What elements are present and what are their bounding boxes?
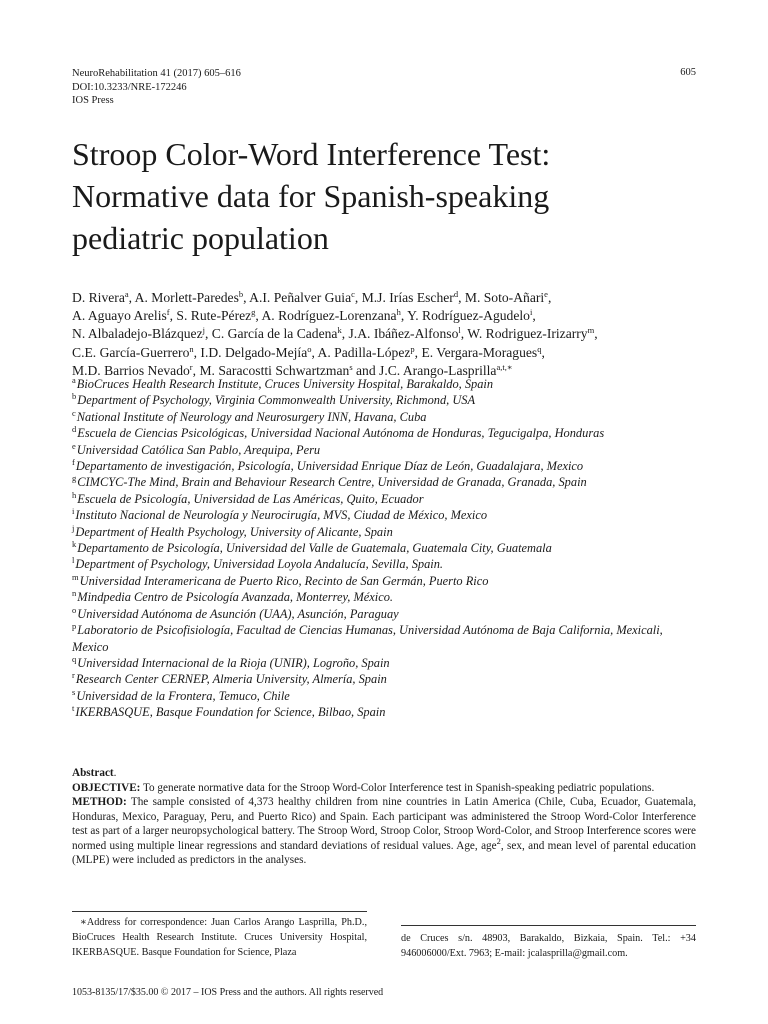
affiliation-text: Escuela de Ciencias Psicológicas, Universidad Nacional Autónoma de Honduras, Tegucigalpa, Honduras bbox=[77, 426, 605, 441]
title-line: Stroop Color-Word Interference Test: bbox=[72, 136, 551, 172]
affiliation-mark: t bbox=[72, 703, 75, 714]
author-affiliation-mark: p bbox=[410, 343, 415, 354]
affiliation-item bbox=[72, 376, 702, 392]
footnote-rule-right bbox=[401, 925, 696, 926]
affiliation-mark: o bbox=[72, 604, 77, 615]
author-affiliation-mark: b bbox=[238, 289, 244, 299]
affiliation-item bbox=[72, 688, 702, 704]
abstract-method bbox=[72, 795, 696, 868]
affiliation-mark: f bbox=[72, 457, 75, 468]
author-line bbox=[72, 289, 702, 307]
abstract-heading: Abstract. bbox=[72, 767, 117, 779]
author-affiliation-mark: q bbox=[537, 343, 542, 354]
affiliation-mark: r bbox=[72, 670, 75, 681]
author-name: , bbox=[547, 290, 552, 305]
affiliation-text: IKERBASQUE, Basque Foundation for Science, Bilbao, Spain bbox=[75, 705, 386, 720]
affiliation-item bbox=[72, 655, 702, 671]
author-name: , E. Vergara-Moragues bbox=[414, 344, 538, 360]
author-affiliation-mark: s bbox=[349, 361, 353, 372]
affiliation-text: Universidad Internacional de la Rioja (UNIR), Logroño, Spain bbox=[77, 655, 390, 670]
affiliation-text: Mindpedia Centro de Psicología Avanzada, Monterrey, México. bbox=[77, 590, 394, 605]
author-affiliation-mark: a,t,∗ bbox=[496, 361, 513, 372]
author-name: , A. Rodríguez-Lorenzana bbox=[255, 308, 397, 324]
affiliation-mark: g bbox=[72, 473, 77, 484]
affiliation-text: Universidad de la Frontera, Temuco, Chile bbox=[76, 688, 290, 703]
author-name: M.D. Barrios Nevado bbox=[72, 362, 190, 378]
affiliation-text: Universidad Autónoma de Asunción (UAA), Asunción, Paraguay bbox=[77, 606, 399, 621]
affiliation-item bbox=[72, 425, 702, 441]
affiliation-mark: e bbox=[72, 440, 76, 451]
affiliation-text: Escuela de Psicología, Universidad de Las Américas, Quito, Ecuador bbox=[77, 491, 424, 506]
affiliation-item bbox=[72, 442, 702, 458]
author-line bbox=[72, 325, 702, 343]
objective-text: To generate normative data for the Stroop Word-Color Interference test in Spanish-speaking pediatric populations. bbox=[140, 781, 655, 794]
affiliation-item bbox=[72, 392, 702, 408]
footnote-rule bbox=[72, 911, 367, 912]
author-name: , bbox=[541, 344, 545, 360]
author-line bbox=[72, 344, 702, 362]
affiliation-mark: k bbox=[72, 539, 77, 550]
author-name: , C. García de la Cadena bbox=[204, 326, 338, 342]
title-line: Normative data for Spanish-speaking bbox=[72, 178, 550, 214]
author-affiliation-mark: j bbox=[202, 325, 205, 336]
affiliation-item bbox=[72, 540, 702, 556]
author-name: , A. Morlett-Paredes bbox=[128, 290, 239, 305]
journal-header bbox=[72, 67, 241, 108]
affiliation-text: Universidad Interamericana de Puerto Rico, Recinto de San Germán, Puerto Rico bbox=[79, 573, 489, 588]
author-name: A. Aguayo Arelis bbox=[72, 308, 167, 324]
affiliation-item bbox=[72, 524, 702, 540]
journal-citation: NeuroRehabilitation 41 (2017) 605–616 bbox=[72, 68, 241, 79]
title-line: pediatric population bbox=[72, 220, 329, 256]
method-text-cont: , sex, and mean level of parental education (MLPE) were included as predictors in the analyses. bbox=[72, 839, 697, 866]
method-text: The sample consisted of 4,373 healthy children from nine countries in Latin America (Chile, Cuba, Ecuador, Guatemala, Honduras, Mexico, Paraguay, Peru, and Puerto Rico) and Spain. Each participant was administered the Stroop Word-Color Interference test as part of a larger neuropsychological battery. The Stroop Word, Stroop Color, Stroop Word-Color, and Stroop Interference scores were normed using multiple linear regressions and standard deviations of residual values. Age, age bbox=[72, 796, 696, 852]
correspondence-footnote: ∗Address for correspondence: Juan Carlos Arango Lasprilla, Ph.D., BioCruces Health Research Institute. Cruces University Hospital, IKERBASQUE. Basque Foundation for Science, Plaza bbox=[72, 917, 367, 958]
author-affiliation-mark: m bbox=[587, 325, 595, 336]
method-superscript: 2 bbox=[496, 835, 501, 846]
affiliation-mark: d bbox=[72, 424, 77, 435]
affiliation-mark: p bbox=[72, 621, 77, 632]
journal-doi: DOI:10.3233/NRE-172246 bbox=[72, 81, 187, 93]
affiliation-text: National Institute of Neurology and Neurosurgery INN, Havana, Cuba bbox=[76, 409, 427, 424]
author-name: C.E. García-Guerrero bbox=[72, 344, 190, 360]
objective-label: OBJECTIVE: bbox=[72, 781, 141, 794]
affiliation-text: Departamento de Psicología, Universidad del Valle de Guatemala, Guatemala City, Guatemala bbox=[77, 541, 552, 556]
affiliation-mark: n bbox=[72, 588, 77, 599]
author-affiliation-mark: l bbox=[458, 325, 461, 336]
author-affiliation-mark: r bbox=[189, 361, 193, 372]
author-name: , A. Padilla-López bbox=[311, 344, 411, 360]
author-affiliation-mark: o bbox=[307, 343, 312, 354]
author-name: , S. Rute-Pérez bbox=[169, 308, 252, 324]
author-list bbox=[72, 289, 702, 380]
affiliation-mark: c bbox=[72, 407, 76, 418]
author-name: , W. Rodriguez-Irizarry bbox=[460, 326, 588, 342]
page-number: 605 bbox=[680, 67, 696, 78]
abstract-objective bbox=[72, 781, 696, 796]
abstract bbox=[72, 766, 696, 868]
author-affiliation-mark: a bbox=[124, 289, 129, 299]
affiliation-text: Department of Psychology, Virginia Commonwealth University, Richmond, USA bbox=[77, 393, 476, 408]
method-label: METHOD: bbox=[72, 796, 127, 808]
affiliation-text: Department of Psychology, Universidad Loyola Andalucía, Sevilla, Spain. bbox=[75, 557, 444, 572]
author-name: N. Albaladejo-Blázquez bbox=[72, 326, 203, 342]
author-name: , A.I. Peñalver Guia bbox=[243, 290, 352, 305]
affiliation-item bbox=[72, 409, 702, 425]
affiliation-item bbox=[72, 606, 702, 622]
article-title bbox=[72, 133, 702, 259]
affiliation-text: Instituto Nacional de Neurología y Neurocirugía, MVS, Ciudad de México, Mexico bbox=[75, 508, 488, 523]
correspondence-footnote-cont: de Cruces s/n. 48903, Barakaldo, Bizkaia, Spain. Tel.: +34 946006000/Ext. 7963; E-mail: jcalasprilla@gmail.com. bbox=[401, 933, 696, 959]
affiliation-mark: s bbox=[72, 686, 76, 697]
affiliation-text: Department of Health Psychology, University of Alicante, Spain bbox=[75, 524, 393, 539]
author-name: , J.A. Ibáñez-Alfonso bbox=[341, 326, 459, 342]
author-affiliation-mark: f bbox=[166, 307, 170, 318]
affiliation-mark: a bbox=[72, 375, 76, 385]
affiliation-text: Laboratorio de Psicofisiología, Facultad de Ciencias Humanas, Universidad Autónoma de Baja California, Mexicali, Mexico bbox=[72, 623, 663, 654]
author-name: , Y. Rodríguez-Agudelo bbox=[400, 308, 530, 324]
author-name: , M. Soto-Añari bbox=[458, 290, 545, 305]
author-name: , bbox=[594, 326, 598, 342]
affiliation-mark: h bbox=[72, 489, 77, 500]
author-affiliation-mark: e bbox=[544, 289, 548, 299]
author-affiliation-mark: c bbox=[351, 289, 355, 299]
affiliation-mark: m bbox=[72, 571, 79, 582]
affiliation-text: Departamento de investigación, Psicología, Universidad Enrique Díaz de León, Guadalajara, Mexico bbox=[75, 459, 584, 474]
affiliation-item bbox=[72, 589, 702, 605]
author-affiliation-mark: h bbox=[396, 307, 401, 318]
affiliation-item bbox=[72, 704, 702, 720]
author-line bbox=[72, 307, 702, 325]
affiliation-list bbox=[72, 376, 702, 721]
affiliation-item bbox=[72, 474, 702, 490]
author-affiliation-mark: g bbox=[251, 307, 256, 318]
author-name: , I.D. Delgado-Mejía bbox=[193, 344, 308, 360]
affiliation-mark: i bbox=[72, 506, 75, 517]
author-affiliation-mark: i bbox=[529, 307, 533, 318]
affiliation-item bbox=[72, 458, 702, 474]
affiliation-mark: b bbox=[72, 391, 77, 402]
copyright-notice: 1053-8135/17/$35.00 © 2017 – IOS Press and the authors. All rights reserved bbox=[72, 987, 384, 998]
author-name: , M. Saracostti Schwartzman bbox=[192, 362, 350, 378]
affiliation-mark: q bbox=[72, 653, 77, 664]
affiliation-item bbox=[72, 507, 702, 523]
affiliation-mark: j bbox=[72, 522, 75, 533]
affiliation-mark: l bbox=[72, 555, 75, 566]
affiliation-item bbox=[72, 573, 702, 589]
author-affiliation-mark: k bbox=[337, 325, 342, 336]
author-name: , bbox=[532, 308, 536, 324]
affiliation-item bbox=[72, 622, 702, 655]
affiliation-text: Universidad Católica San Pablo, Arequipa, Peru bbox=[76, 442, 321, 457]
journal-publisher: IOS Press bbox=[72, 95, 114, 106]
affiliation-item bbox=[72, 671, 702, 687]
author-name: D. Rivera bbox=[72, 290, 125, 305]
author-affiliation-mark: d bbox=[453, 289, 459, 299]
affiliation-text: BioCruces Health Research Institute, Cruces University Hospital, Barakaldo, Spain bbox=[76, 377, 494, 391]
affiliation-item bbox=[72, 491, 702, 507]
affiliation-item bbox=[72, 556, 702, 572]
affiliation-text: Research Center CERNEP, Almeria University, Almería, Spain bbox=[75, 672, 387, 687]
author-affiliation-mark: n bbox=[189, 343, 194, 354]
author-name: and J.C. Arango-Lasprilla bbox=[352, 362, 497, 378]
affiliation-text: CIMCYC-The Mind, Brain and Behaviour Research Centre, Universidad de Granada, Granada, Spain bbox=[77, 475, 587, 490]
author-name: , M.J. Irías Escher bbox=[354, 290, 454, 305]
